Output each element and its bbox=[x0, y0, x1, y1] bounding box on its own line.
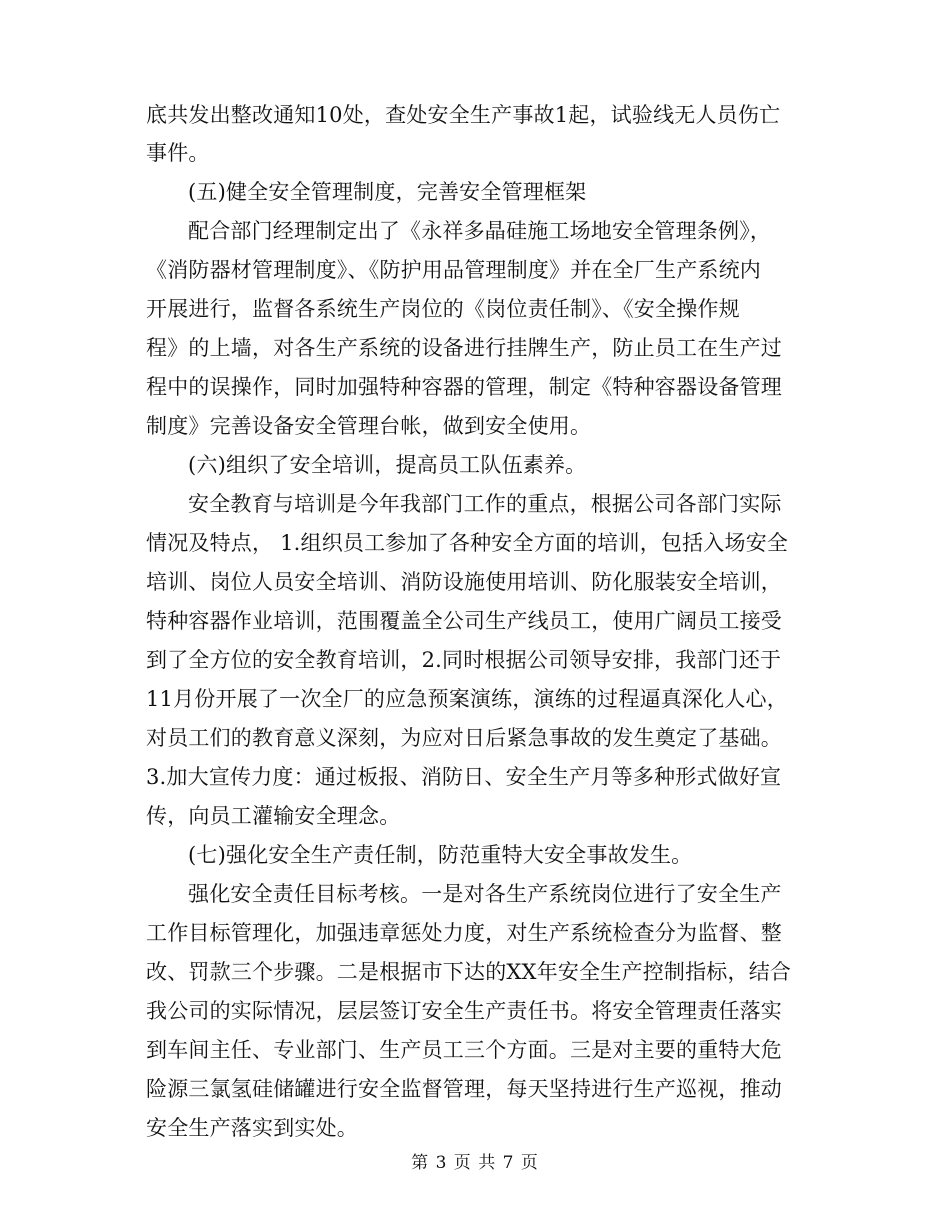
section-heading: (六)组织了安全培训，提高员工队伍素养。 bbox=[188, 453, 587, 477]
paragraph-line: 《消防器材管理制度》、《防护用品管理制度》并在全厂生产系统内 bbox=[146, 258, 761, 282]
paragraph-line: 情况及特点， 1.组织员工参加了各种安全方面的培训，包括入场安全 bbox=[146, 531, 789, 555]
paragraph-line: 底共发出整改通知10处，查处安全生产事故1起，试验线无人员伤亡 bbox=[146, 103, 781, 127]
paragraph-line: 特种容器作业培训，范围覆盖全公司生产线员工，使用广阔员工接受 bbox=[146, 609, 782, 633]
paragraph-line: 3.加大宣传力度：通过板报、消防日、安全生产月等多种形式做好宣 bbox=[146, 765, 782, 789]
paragraph-line: 安全生产落实到实处。 bbox=[146, 1116, 358, 1140]
paragraph-line: 程》的上墙，对各生产系统的设备进行挂牌生产，防止员工在生产过 bbox=[146, 336, 782, 360]
paragraph-line: 对员工们的教育意义深刻，为应对日后紧急事故的发生奠定了基础。 bbox=[146, 726, 782, 750]
paragraph-line: 强化安全责任目标考核。一是对各生产系统岗位进行了安全生产 bbox=[188, 882, 782, 906]
paragraph-line: 改、罚款三个步骤。二是根据市下达的XX年安全生产控制指标，结合 bbox=[146, 960, 792, 984]
paragraph-line: 到了全方位的安全教育培训，2.同时根据公司领导安排，我部门还于 bbox=[146, 648, 782, 672]
paragraph-line: 事件。 bbox=[146, 141, 210, 165]
paragraph-line: 11月份开展了一次全厂的应急预案演练，演练的过程逼真深化人心， bbox=[146, 687, 788, 711]
page-number-footer: 第 3 页 共 7 页 bbox=[411, 1153, 539, 1173]
paragraph-line: 程中的误操作，同时加强特种容器的管理，制定《特种容器设备管理 bbox=[146, 375, 782, 399]
paragraph-line: 安全教育与培训是今年我部门工作的重点，根据公司各部门实际 bbox=[188, 492, 782, 516]
paragraph-line: 到车间主任、专业部门、生产员工三个方面。三是对主要的重特大危 bbox=[146, 1038, 782, 1062]
paragraph-line: 制度》完善设备安全管理台帐，做到安全使用。 bbox=[146, 414, 592, 438]
section-heading: (五)健全安全管理制度，完善安全管理框架 bbox=[188, 180, 587, 204]
paragraph-line: 我公司的实际情况，层层签订安全生产责任书。将安全管理责任落实 bbox=[146, 999, 782, 1023]
paragraph-line: 传，向员工灌输安全理念。 bbox=[146, 804, 401, 828]
section-heading: (七)强化安全生产责任制，防范重特大安全事故发生。 bbox=[188, 843, 693, 867]
paragraph-line: 配合部门经理制定出了《永祥多晶硅施工场地安全管理条例》， bbox=[188, 219, 772, 243]
paragraph-line: 险源三氯氢硅储罐进行安全监督管理，每天坚持进行生产巡视，推动 bbox=[146, 1077, 782, 1101]
paragraph-line: 工作目标管理化，加强违章惩处力度，对生产系统检查分为监督、整 bbox=[146, 921, 782, 945]
paragraph-line: 开展进行，监督各系统生产岗位的《岗位责任制》、《安全操作规 bbox=[146, 297, 740, 321]
paragraph-line: 培训、岗位人员安全培训、消防设施使用培训、防化服装安全培训， bbox=[146, 570, 782, 594]
